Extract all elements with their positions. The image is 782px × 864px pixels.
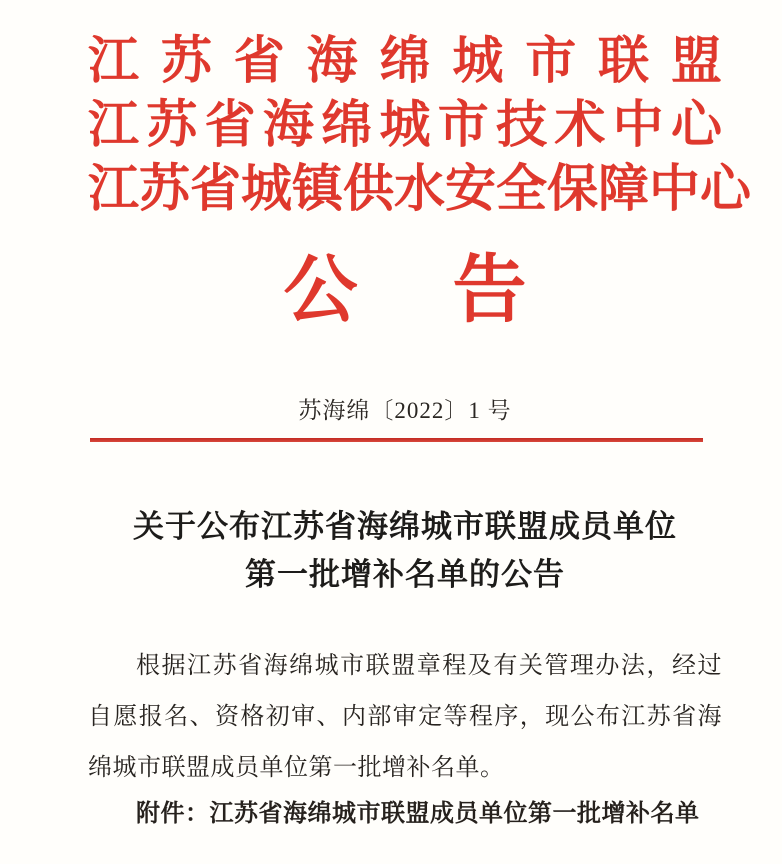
red-divider-rule [90,438,703,442]
notice-title-char-1: 公 [283,250,358,332]
letterhead-org-line-1: 江苏省海绵城市联盟 [88,34,722,90]
announcement-heading [88,503,722,599]
notice-title [88,243,722,339]
letterhead-org-line-2: 江苏省海绵城市技术中心 [88,98,722,154]
announcement-heading-line-1: 关于公布江苏省海绵城市联盟成员单位 [133,509,677,544]
letterhead-org-line-3: 江苏省城镇供水安全保障中心 [88,162,752,218]
document-number: 苏海绵〔2022〕1 号 [298,398,512,423]
letterhead-block [88,30,752,222]
announcement-body-paragraph: 根据江苏省海绵城市联盟章程及有关管理办法，经过自愿报名、资格初审、内部审定等程序，现公布江苏省海绵城市联盟成员单位第一批增补名单。 [88,653,722,781]
notice-title-char-2: 告 [452,250,527,332]
attachment-reference-line: 附件：江苏省海绵城市联盟成员单位第一批增补名单 [136,801,700,827]
announcement-heading-line-2: 第一批增补名单的公告 [245,557,565,592]
